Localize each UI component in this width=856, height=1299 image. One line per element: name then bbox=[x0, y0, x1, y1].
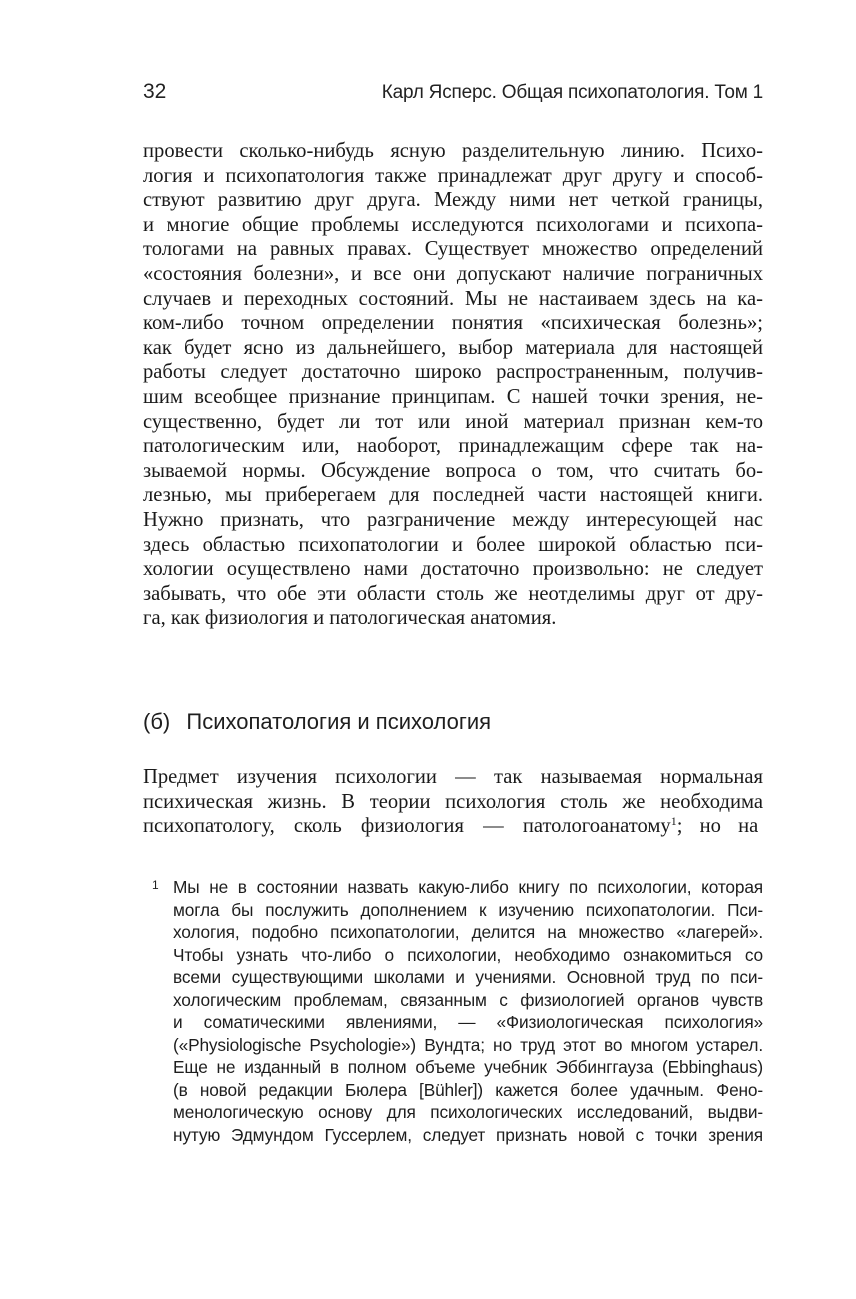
section-title: Психопатология и психология bbox=[186, 709, 492, 734]
text-line: га, как физиология и патологическая анатомия. bbox=[143, 607, 557, 630]
footnote-line: хология, подобно психопатологии, делится на множество «лагерей». bbox=[173, 922, 763, 942]
footnote-reference[interactable]: 1 bbox=[670, 814, 677, 829]
text-line: хологии осуществлено нами достаточно произвольно: не следует bbox=[143, 558, 763, 581]
text-line: шим всеобщее признание принципам. С нашей точки зрения, не- bbox=[143, 385, 763, 408]
text-line: ствуют развитию друг друга. Между ними нет четкой границы, bbox=[143, 189, 763, 212]
footnote-line: нутую Эдмундом Гуссерлем, следует признать новой с точки зрения bbox=[173, 1124, 763, 1145]
text-line: существенно, будет ли тот или иной материал признан кем-то bbox=[143, 410, 763, 433]
footnote-line: Еще не изданный в полном объеме учебник Эббинггауза (Ebbinghaus) bbox=[173, 1057, 763, 1077]
footnote-marker: 1 bbox=[152, 878, 159, 892]
footnote-text bbox=[173, 876, 763, 1146]
footnote-line: могла бы послужить дополнением к изучению психопатологии. Пси- bbox=[173, 899, 763, 920]
footnote-line: и соматическими явлениями, — «Физиологическая психология» bbox=[173, 1012, 763, 1032]
footnote-line: хологическим проблемам, связанным с физиологией органов чувств bbox=[173, 989, 763, 1010]
text-segment: ; но на bbox=[676, 815, 759, 838]
text-segment: психопатологу, сколь физиология — патологоанатому bbox=[143, 815, 671, 838]
text-line: забывать, что обе эти области столь же неотделимы друг от дру- bbox=[143, 582, 763, 605]
footnote-line: всеми существующими школами и учениями. Основной труд по пси- bbox=[173, 967, 763, 987]
text-line: патологическим или, наоборот, принадлежащим сфере так на- bbox=[143, 435, 763, 458]
section-number: (б) bbox=[143, 709, 171, 734]
text-line: здесь областью психопатологии и более широкой областью пси- bbox=[143, 533, 763, 556]
footnote-line: («Physiologische Psychologie») Вундта; но труд этот во многом устарел. bbox=[173, 1034, 763, 1055]
text-line: «состояния болезни», и все они допускают наличие пограничных bbox=[143, 262, 763, 285]
running-title: Карл Ясперс. Общая психопатология. Том 1 bbox=[381, 82, 763, 103]
text-line: работы следует достаточно широко распространенным, получив- bbox=[143, 361, 763, 384]
text-line: лезнью, мы приберегаем для последней части настоящей книги. bbox=[143, 484, 763, 507]
paragraph-main-text bbox=[143, 765, 763, 839]
page-number: 32 bbox=[143, 80, 167, 103]
section-heading bbox=[143, 709, 491, 735]
running-header bbox=[143, 80, 763, 108]
text-line: и многие общие проблемы исследуются психологами и психопа- bbox=[143, 213, 763, 236]
text-line: как будет ясно из дальнейшего, выбор материала для настоящей bbox=[143, 336, 763, 359]
text-line: Предмет изучения психологии — так называемая нормальная bbox=[143, 766, 763, 788]
text-line: тологами на равных правах. Существует множество определений bbox=[143, 238, 763, 261]
text-line: провести сколько-нибудь ясную разделительную линию. Психо- bbox=[143, 140, 763, 162]
text-line: Нужно признать, что разграничение между интересующей нас bbox=[143, 508, 763, 531]
text-line: зываемой нормы. Обсуждение вопроса о том, что считать бо- bbox=[143, 459, 763, 482]
text-line: психическая жизнь. В теории психология столь же необходима bbox=[143, 790, 763, 813]
paragraph-main-text bbox=[143, 139, 763, 631]
footnote-line: (в новой редакции Бюлера [Bühler]) кажется более удачным. Фено- bbox=[173, 1079, 763, 1100]
text-line: случаев и переходных состояний. Мы не настаиваем здесь на ка- bbox=[143, 287, 763, 310]
text-line-with-footnote-ref bbox=[143, 814, 763, 839]
footnote-line: Чтобы узнать что-либо о психологии, необходимо ознакомиться со bbox=[173, 944, 763, 965]
text-line: ком-либо точном определении понятия «психическая болезнь»; bbox=[143, 312, 763, 335]
footnote-line: менологическую основу для психологических исследований, выдви- bbox=[173, 1102, 763, 1122]
footnote-line: Мы не в состоянии назвать какую-либо книгу по психологии, которая bbox=[173, 877, 763, 897]
text-line: логия и психопатология также принадлежат друг другу и способ- bbox=[143, 164, 763, 187]
